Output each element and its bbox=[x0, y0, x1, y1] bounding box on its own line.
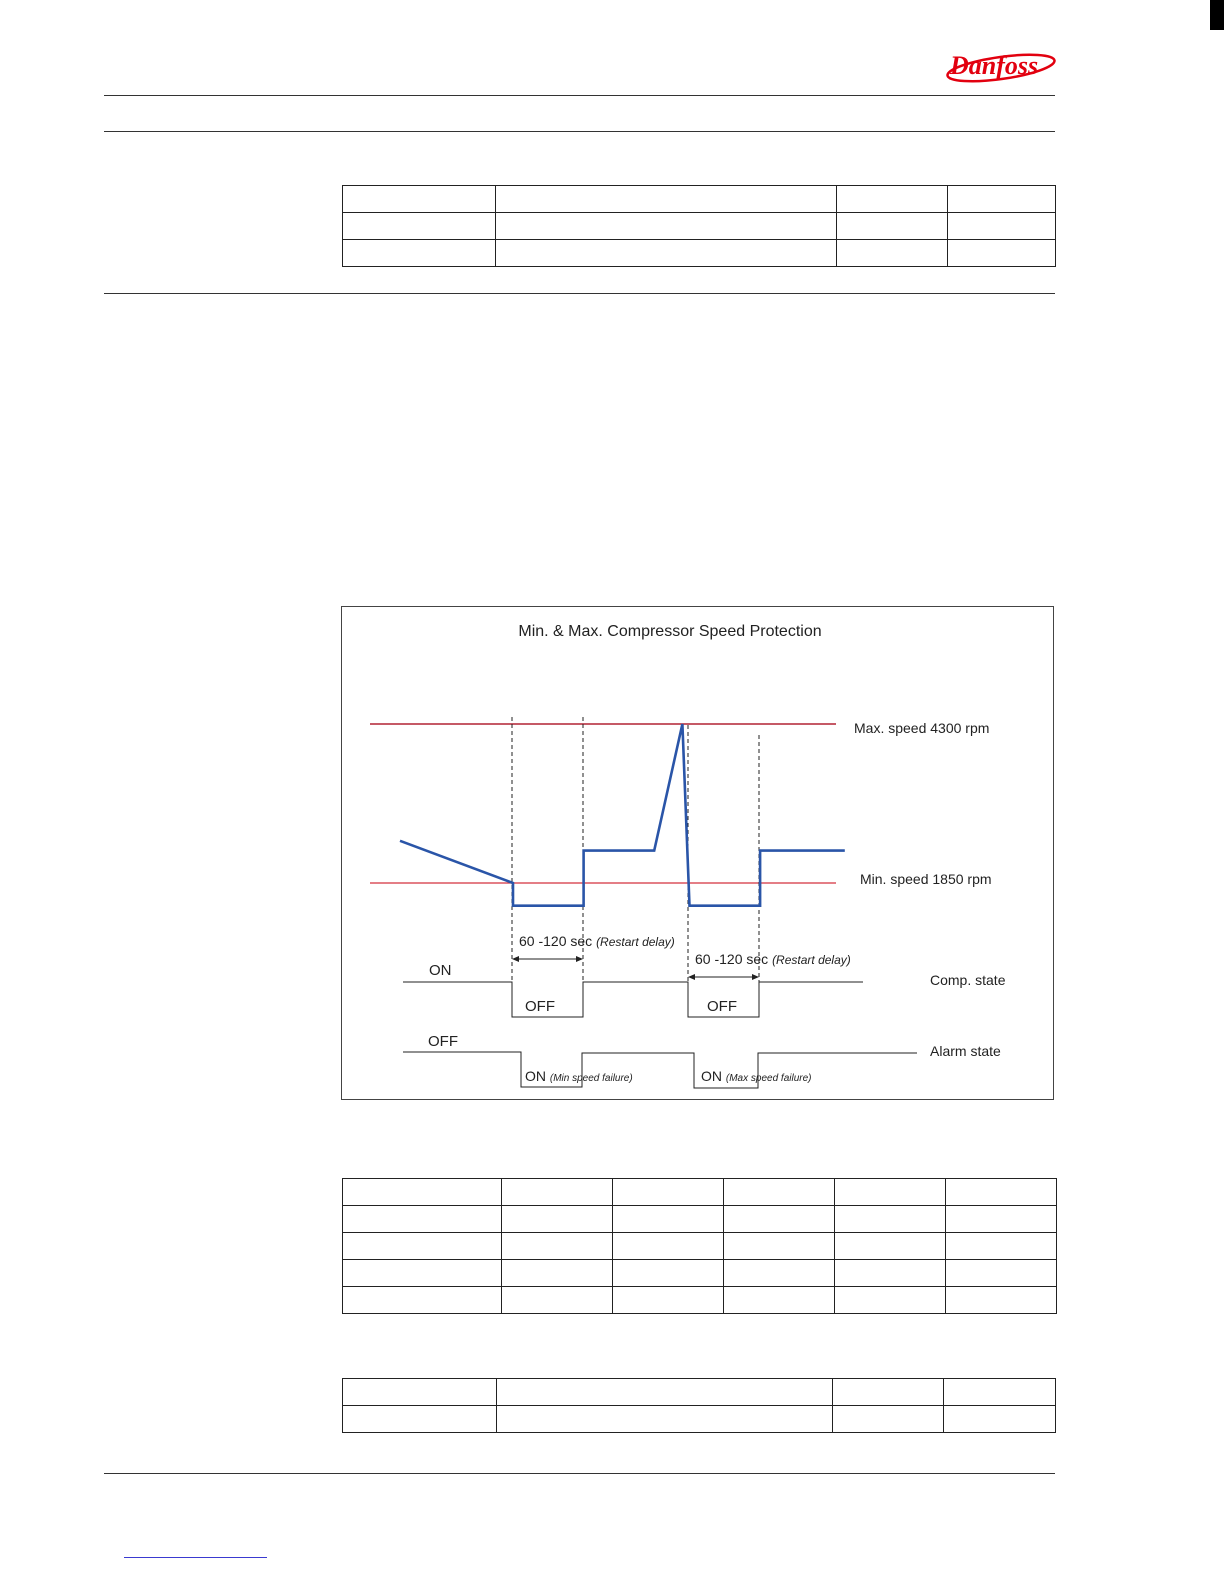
speed-protection-chart bbox=[342, 607, 1055, 1101]
parameter-table-middle bbox=[342, 1178, 1057, 1314]
logo-text: Danfoss bbox=[950, 51, 1039, 80]
table-row bbox=[343, 1287, 1057, 1314]
comp-on-label: ON bbox=[429, 962, 452, 979]
footer-link[interactable] bbox=[124, 1557, 267, 1558]
table-row bbox=[343, 1379, 1056, 1406]
comp-state-label: Comp. state bbox=[930, 972, 1006, 988]
comp-state-signal bbox=[403, 982, 863, 1017]
arrowhead-left-icon bbox=[688, 974, 695, 980]
alarm-off-label: OFF bbox=[428, 1033, 458, 1050]
speed-series-line bbox=[400, 724, 845, 906]
comp-off-label-2: OFF bbox=[707, 998, 737, 1015]
parameter-table-top bbox=[342, 185, 1056, 267]
table-row bbox=[343, 1233, 1057, 1260]
table-row bbox=[343, 1260, 1057, 1287]
table-row bbox=[343, 240, 1056, 267]
section-rule bbox=[104, 131, 1055, 132]
restart-delay-label-1: 60 -120 sec (Restart delay) bbox=[519, 933, 675, 949]
table-row bbox=[343, 213, 1056, 240]
arrowhead-right-icon bbox=[752, 974, 759, 980]
arrowhead-right-icon bbox=[576, 956, 583, 962]
restart-delay-label-2: 60 -120 sec (Restart delay) bbox=[695, 951, 851, 967]
chart-title: Min. & Max. Compressor Speed Protection bbox=[518, 623, 822, 640]
alarm-on-label-2: ON (Max speed failure) bbox=[701, 1068, 812, 1084]
table-row bbox=[343, 1179, 1057, 1206]
alarm-state-label: Alarm state bbox=[930, 1043, 1001, 1059]
parameter-table-bottom bbox=[342, 1378, 1056, 1433]
alarm-state-signal bbox=[403, 1052, 917, 1088]
table-row bbox=[343, 186, 1056, 213]
danfoss-logo bbox=[944, 44, 1058, 86]
comp-off-label-1: OFF bbox=[525, 998, 555, 1015]
table-row bbox=[343, 1406, 1056, 1433]
alarm-on-label-1: ON (Min speed failure) bbox=[525, 1068, 633, 1084]
table-row bbox=[343, 1206, 1057, 1233]
max-speed-label: Max. speed 4300 rpm bbox=[854, 720, 990, 736]
footer-rule bbox=[104, 1473, 1055, 1474]
page-edge-tab bbox=[1210, 0, 1224, 30]
header-rule bbox=[104, 95, 1055, 96]
arrowhead-left-icon bbox=[512, 956, 519, 962]
min-speed-label: Min. speed 1850 rpm bbox=[860, 871, 992, 887]
speed-protection-figure bbox=[341, 606, 1054, 1100]
section-rule bbox=[104, 293, 1055, 294]
